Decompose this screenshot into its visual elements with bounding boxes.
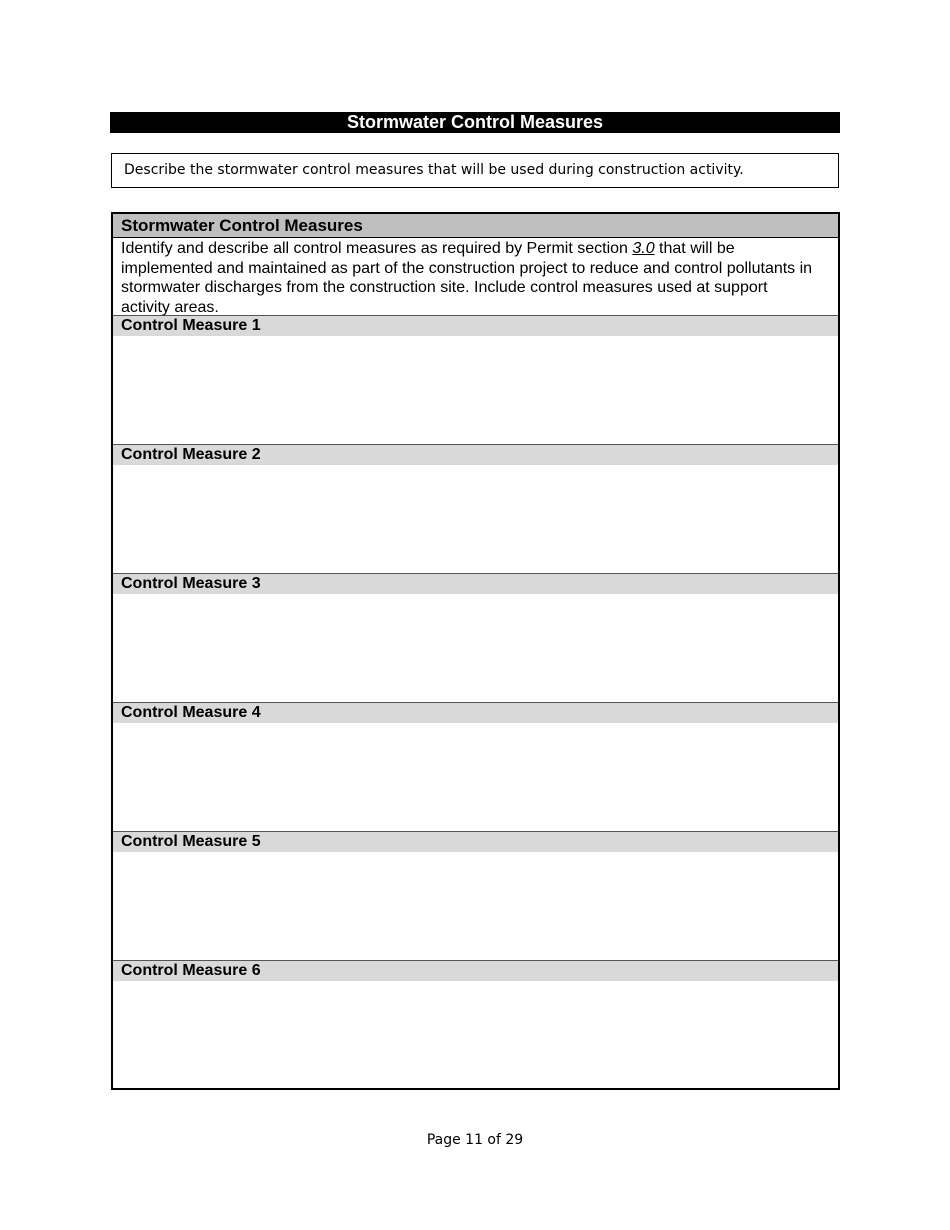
- control-measure-label: Control Measure 1: [113, 316, 838, 336]
- control-measure-label: Control Measure 3: [113, 574, 838, 594]
- permit-section-reference: 3.0: [632, 240, 655, 257]
- control-measure-2: [113, 445, 838, 574]
- control-measure-5: [113, 832, 838, 961]
- control-measure-3: [113, 574, 838, 703]
- control-measure-label: Control Measure 5: [113, 832, 838, 852]
- control-measure-2-field[interactable]: [113, 465, 838, 573]
- instruction-box: Describe the stormwater control measures that will be used during construction activity.: [111, 153, 839, 188]
- control-measure-label: Control Measure 6: [113, 961, 838, 981]
- control-measures-table: [111, 212, 840, 1090]
- page-number: Page 11 of 29: [426, 1132, 524, 1148]
- control-measure-4: [113, 703, 838, 832]
- control-measure-1-field[interactable]: [113, 336, 838, 444]
- control-measure-3-field[interactable]: [113, 594, 838, 702]
- table-description: [113, 238, 838, 316]
- table-header: Stormwater Control Measures: [113, 214, 838, 238]
- control-measure-label: Control Measure 4: [113, 703, 838, 723]
- control-measure-label: Control Measure 2: [113, 445, 838, 465]
- section-title-bar: Stormwater Control Measures: [110, 112, 840, 133]
- description-text-continued: that will be implemented and maintained as part of the construction project to reduce and control pollutants in stormwater discharges from the construction site. Include control measures used at support activity areas.: [121, 240, 813, 316]
- control-measure-5-field[interactable]: [113, 852, 838, 960]
- control-measure-1: [113, 316, 838, 445]
- control-measure-6-field[interactable]: [113, 981, 838, 1089]
- control-measure-6: [113, 961, 838, 1091]
- description-text: Identify and describe all control measures as required by Permit section: [121, 240, 633, 257]
- control-measure-4-field[interactable]: [113, 723, 838, 831]
